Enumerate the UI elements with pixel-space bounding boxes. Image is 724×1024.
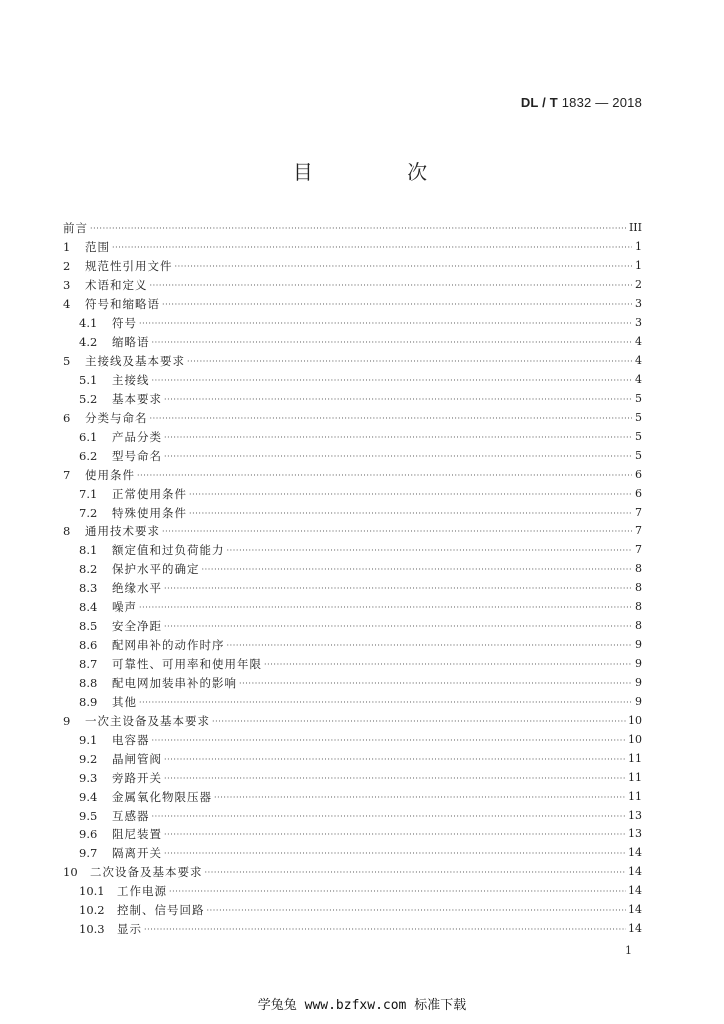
toc-entry-number: 6.2 xyxy=(79,448,98,463)
toc-entry-page: 8 xyxy=(635,581,642,595)
toc-entry-page: 10 xyxy=(628,732,642,746)
toc-dot-leader xyxy=(90,219,627,237)
toc-entry-page: 5 xyxy=(635,448,642,462)
toc-dot-leader xyxy=(264,655,632,673)
toc-entry-page: 6 xyxy=(635,467,642,481)
toc-entry-number: 7 xyxy=(63,467,71,482)
toc-entry[interactable] xyxy=(63,295,642,314)
toc-entry-label: 符号 xyxy=(112,316,137,331)
toc-dot-leader xyxy=(227,636,633,654)
footer-url: www.bzfxw.com xyxy=(304,998,407,1013)
toc-dot-leader xyxy=(164,750,626,768)
toc-entry-number: 5.1 xyxy=(79,372,98,387)
toc-entry-label: 主接线及基本要求 xyxy=(85,354,185,369)
toc-entry-number: 4.1 xyxy=(79,316,98,331)
toc-entry[interactable] xyxy=(63,768,642,787)
toc-entry-page: 7 xyxy=(635,543,642,557)
toc-entry[interactable] xyxy=(63,674,642,693)
toc-entry-number: 5.2 xyxy=(79,391,98,406)
toc-dot-leader xyxy=(164,825,626,843)
toc-entry-page: 6 xyxy=(635,486,642,500)
toc-entry[interactable] xyxy=(63,560,642,579)
toc-entry-page: 11 xyxy=(628,751,642,765)
toc-dot-leader xyxy=(212,712,626,730)
toc-entry-label: 噪声 xyxy=(112,600,137,615)
standard-code-number: 1832 — 2018 xyxy=(561,95,642,110)
toc-entry-page: 14 xyxy=(628,865,642,879)
toc-entry[interactable] xyxy=(63,408,642,427)
toc-entry-label: 互感器 xyxy=(112,808,150,823)
toc-entry-label: 配网串补的动作时序 xyxy=(112,638,225,653)
toc-entry[interactable] xyxy=(63,427,642,446)
toc-entry-page: 9 xyxy=(635,638,642,652)
toc-entry-label: 其他 xyxy=(112,694,137,709)
toc-entry-label: 工作电源 xyxy=(117,884,167,899)
toc-entry[interactable] xyxy=(63,787,642,806)
toc-entry-label: 阻尼装置 xyxy=(112,827,162,842)
toc-entry-label: 符号和缩略语 xyxy=(85,297,160,312)
toc-entry-number: 9.4 xyxy=(79,789,98,804)
toc-entry[interactable] xyxy=(63,598,642,617)
toc-entry-page: 8 xyxy=(635,600,642,614)
toc-dot-leader xyxy=(164,447,632,465)
toc-entry-number: 10.2 xyxy=(79,903,105,918)
toc-entry-label: 型号命名 xyxy=(112,448,162,463)
toc-dot-leader xyxy=(164,844,626,862)
toc-entry-label: 显示 xyxy=(117,922,142,937)
toc-entry-label: 前言 xyxy=(63,221,88,236)
toc-dot-leader xyxy=(152,371,633,389)
toc-entry[interactable] xyxy=(63,465,642,484)
table-of-contents xyxy=(63,219,642,939)
toc-entry-number: 8.7 xyxy=(79,657,98,672)
toc-dot-leader xyxy=(227,541,633,559)
toc-dot-leader xyxy=(202,560,633,578)
toc-entry-label: 规范性引用文件 xyxy=(85,259,173,274)
toc-dot-leader xyxy=(164,579,632,597)
toc-entry-number: 8.5 xyxy=(79,619,98,634)
toc-entry-page: 5 xyxy=(635,429,642,443)
toc-dot-leader xyxy=(164,617,632,635)
toc-entry[interactable] xyxy=(63,276,642,295)
toc-entry[interactable] xyxy=(63,541,642,560)
toc-entry-number: 4 xyxy=(63,297,71,312)
toc-dot-leader xyxy=(214,788,626,806)
toc-entry[interactable] xyxy=(63,844,642,863)
toc-entry-page: 14 xyxy=(628,922,642,936)
toc-entry-page: 9 xyxy=(635,675,642,689)
toc-entry-label: 隔离开关 xyxy=(112,846,162,861)
toc-dot-leader xyxy=(144,920,626,938)
toc-entry-label: 绝缘水平 xyxy=(112,581,162,596)
toc-dot-leader xyxy=(150,276,633,294)
toc-dot-leader xyxy=(139,314,632,332)
toc-dot-leader xyxy=(189,504,632,522)
toc-dot-leader xyxy=(152,333,633,351)
toc-entry-label: 安全净距 xyxy=(112,619,162,634)
footer-tagline: 标准下载 xyxy=(414,998,467,1013)
toc-entry-label: 基本要求 xyxy=(112,391,162,406)
toc-dot-leader xyxy=(162,295,632,313)
toc-entry[interactable] xyxy=(63,636,642,655)
toc-entry[interactable] xyxy=(63,238,642,257)
toc-entry-page: 11 xyxy=(628,789,642,803)
toc-entry-page: 8 xyxy=(635,562,642,576)
toc-entry-label: 分类与命名 xyxy=(85,410,148,425)
toc-entry-label: 一次主设备及基本要求 xyxy=(85,713,210,728)
toc-entry[interactable] xyxy=(63,333,642,352)
toc-dot-leader xyxy=(137,466,632,484)
toc-entry-page: 14 xyxy=(628,846,642,860)
toc-entry-number: 10.1 xyxy=(79,884,105,899)
toc-dot-leader xyxy=(164,769,626,787)
toc-entry-label: 主接线 xyxy=(112,372,150,387)
toc-entry[interactable] xyxy=(63,522,642,541)
toc-entry-number: 2 xyxy=(63,259,71,274)
toc-entry-page: 4 xyxy=(635,335,642,349)
toc-dot-leader xyxy=(175,257,633,275)
toc-entry-number: 7.1 xyxy=(79,486,98,501)
toc-entry[interactable] xyxy=(63,371,642,390)
page-number: 1 xyxy=(625,944,632,957)
toc-entry-page: 8 xyxy=(635,619,642,633)
toc-entry-number: 8 xyxy=(63,524,71,539)
page-title: 目 次 xyxy=(292,160,472,184)
toc-entry-number: 8.1 xyxy=(79,543,98,558)
toc-entry-label: 电容器 xyxy=(112,732,150,747)
toc-entry-label: 配电网加装串补的影响 xyxy=(112,675,237,690)
toc-entry-page: 7 xyxy=(635,505,642,519)
toc-entry-label: 产品分类 xyxy=(112,429,162,444)
toc-entry-label: 金属氧化物限压器 xyxy=(112,789,212,804)
toc-entry[interactable] xyxy=(63,730,642,749)
toc-entry[interactable] xyxy=(63,579,642,598)
toc-entry-number: 3 xyxy=(63,278,71,293)
toc-entry-label: 缩略语 xyxy=(112,335,150,350)
toc-dot-leader xyxy=(152,731,627,749)
toc-entry-page: 11 xyxy=(628,770,642,784)
toc-entry-page: 13 xyxy=(628,808,642,822)
toc-entry-number: 9.6 xyxy=(79,827,98,842)
toc-dot-leader xyxy=(164,428,632,446)
toc-entry-page: 10 xyxy=(628,713,642,727)
standard-code-prefix: DL / T xyxy=(520,95,558,110)
toc-entry-page: 3 xyxy=(635,316,642,330)
toc-entry-page: 4 xyxy=(635,372,642,386)
toc-dot-leader xyxy=(187,352,632,370)
toc-entry[interactable] xyxy=(63,711,642,730)
toc-entry-page: 1 xyxy=(635,259,642,273)
toc-entry[interactable] xyxy=(63,882,642,901)
toc-entry-number: 9.7 xyxy=(79,846,98,861)
toc-entry-number: 8.3 xyxy=(79,581,98,596)
toc-entry[interactable] xyxy=(63,749,642,768)
toc-entry-label: 可靠性、可用率和使用年限 xyxy=(112,657,262,672)
toc-entry-page: 3 xyxy=(635,297,642,311)
toc-dot-leader xyxy=(239,674,632,692)
toc-entry-page: 7 xyxy=(635,524,642,538)
footer-watermark xyxy=(0,994,724,1013)
toc-dot-leader xyxy=(189,485,632,503)
toc-entry[interactable] xyxy=(63,257,642,276)
toc-entry-label: 控制、信号回路 xyxy=(117,903,205,918)
toc-entry-number: 6.1 xyxy=(79,429,98,444)
toc-entry-number: 8.9 xyxy=(79,694,98,709)
toc-entry-number: 7.2 xyxy=(79,505,98,520)
toc-dot-leader xyxy=(112,238,632,256)
toc-entry-number: 4.2 xyxy=(79,335,98,350)
toc-entry-number: 1 xyxy=(63,240,71,255)
toc-entry-number: 5 xyxy=(63,354,71,369)
toc-entry-label: 二次设备及基本要求 xyxy=(90,865,203,880)
toc-entry-label: 旁路开关 xyxy=(112,770,162,785)
toc-entry-number: 10 xyxy=(63,865,78,880)
toc-entry-page: 13 xyxy=(628,827,642,841)
toc-dot-leader xyxy=(152,807,627,825)
toc-entry-page: 9 xyxy=(635,657,642,671)
footer-site-name: 学兔兔 xyxy=(257,998,297,1013)
toc-entry[interactable] xyxy=(63,806,642,825)
toc-entry[interactable] xyxy=(63,352,642,371)
toc-entry-label: 使用条件 xyxy=(85,467,135,482)
toc-entry-number: 9.5 xyxy=(79,808,98,823)
toc-entry[interactable] xyxy=(63,655,642,674)
toc-entry[interactable] xyxy=(63,692,642,711)
toc-dot-leader xyxy=(164,390,632,408)
toc-entry[interactable] xyxy=(63,503,642,522)
toc-entry-page: 14 xyxy=(628,884,642,898)
toc-dot-leader xyxy=(139,693,632,711)
toc-entry-number: 10.3 xyxy=(79,922,105,937)
toc-dot-leader xyxy=(169,882,626,900)
toc-entry[interactable] xyxy=(63,617,642,636)
toc-entry-number: 9.1 xyxy=(79,732,98,747)
toc-dot-leader xyxy=(205,863,627,881)
toc-entry-label: 特殊使用条件 xyxy=(112,505,187,520)
toc-entry[interactable] xyxy=(63,446,642,465)
toc-entry-label: 范围 xyxy=(85,240,110,255)
toc-entry-number: 8.8 xyxy=(79,675,98,690)
toc-entry[interactable] xyxy=(63,219,642,238)
toc-entry-page: 14 xyxy=(628,903,642,917)
toc-entry[interactable] xyxy=(63,901,642,920)
toc-entry[interactable] xyxy=(63,389,642,408)
toc-dot-leader xyxy=(162,522,632,540)
toc-entry-label: 正常使用条件 xyxy=(112,486,187,501)
toc-entry-label: 通用技术要求 xyxy=(85,524,160,539)
toc-entry-number: 8.2 xyxy=(79,562,98,577)
toc-entry-page: 5 xyxy=(635,391,642,405)
toc-entry-number: 9.3 xyxy=(79,770,98,785)
toc-entry-page: 9 xyxy=(635,694,642,708)
toc-entry-page: 5 xyxy=(635,410,642,424)
standard-code xyxy=(521,95,642,110)
toc-dot-leader xyxy=(150,409,633,427)
toc-entry[interactable] xyxy=(63,825,642,844)
toc-entry-number: 9.2 xyxy=(79,751,98,766)
toc-entry[interactable] xyxy=(63,484,642,503)
toc-entry[interactable] xyxy=(63,314,642,333)
toc-entry-page: 4 xyxy=(635,354,642,368)
toc-entry-page: 1 xyxy=(635,240,642,254)
toc-dot-leader xyxy=(139,598,632,616)
toc-entry-number: 8.4 xyxy=(79,600,98,615)
toc-entry-number: 9 xyxy=(63,713,71,728)
toc-entry-page: 2 xyxy=(635,278,642,292)
toc-entry-label: 晶闸管阀 xyxy=(112,751,162,766)
toc-entry-number: 8.6 xyxy=(79,638,98,653)
toc-entry-label: 保护水平的确定 xyxy=(112,562,200,577)
toc-entry-label: 术语和定义 xyxy=(85,278,148,293)
toc-entry-label: 额定值和过负荷能力 xyxy=(112,543,225,558)
toc-dot-leader xyxy=(207,901,627,919)
toc-entry[interactable] xyxy=(63,920,642,939)
toc-entry-number: 6 xyxy=(63,410,71,425)
toc-entry-page: III xyxy=(628,221,642,235)
toc-entry[interactable] xyxy=(63,863,642,882)
